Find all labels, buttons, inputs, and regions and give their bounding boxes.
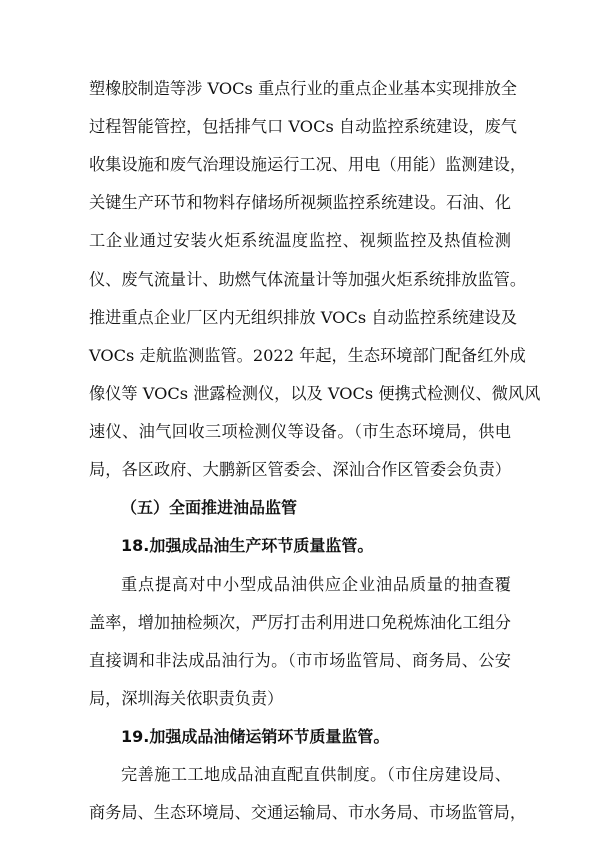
paragraph-line: 盖率，增加抽检频次，严厉打击利用进口免税炼油化工组分	[89, 613, 511, 632]
paragraph-line: VOCs 走航监测监管。2022 年起，生态环境部门配备红外成	[89, 346, 526, 365]
paragraph-line: 仪、废气流量计、助燃气体流量计等加强火炬系统排放监管。	[89, 270, 527, 289]
paragraph-line: 速仪、油气回收三项检测仪等设备。（市生态环境局，供电	[89, 422, 511, 441]
paragraph-line: 像仪等 VOCs 泄露检测仪，以及 VOCs 便携式检测仪、微风风	[89, 384, 541, 403]
paragraph-line: 商务局、生态环境局、交通运输局、市水务局、市场监管局，	[89, 803, 527, 822]
paragraph-line: 重点提高对中小型成品油供应企业油品质量的抽查覆	[121, 575, 511, 594]
paragraph-line: 直接调和非法成品油行为。（市市场监管局、商务局、公安	[89, 651, 511, 670]
paragraph-line: 关键生产环节和物料存储场所视频监控系统建设。石油、化	[89, 193, 511, 212]
section-heading: （五）全面推进油品监管	[121, 498, 298, 517]
paragraph-line: 推进重点企业厂区内无组织排放 VOCs 自动监控系统建设及	[89, 308, 517, 327]
item-19-heading: 19.加强成品油储运销环节质量监管。	[121, 727, 390, 746]
item-18-heading: 18.加强成品油生产环节质量监管。	[121, 536, 374, 555]
paragraph-line: 工企业通过安装火炬系统温度监控、视频监控及热值检测	[89, 231, 511, 250]
paragraph-line: 局，深圳海关依职责负责）	[89, 689, 284, 708]
paragraph-line: 塑橡胶制造等涉 VOCs 重点行业的重点企业基本实现排放全	[89, 79, 517, 98]
paragraph-line: 过程智能管控，包括排气口 VOCs 自动监控系统建设，废气	[89, 117, 517, 136]
paragraph-line: 完善施工工地成品油直配直供制度。（市住房建设局、	[121, 765, 511, 784]
paragraph-line: 局，各区政府、大鹏新区管委会、深汕合作区管委会负责）	[89, 460, 511, 479]
paragraph-line: 收集设施和废气治理设施运行工况、用电（用能）监测建设，	[89, 155, 527, 174]
